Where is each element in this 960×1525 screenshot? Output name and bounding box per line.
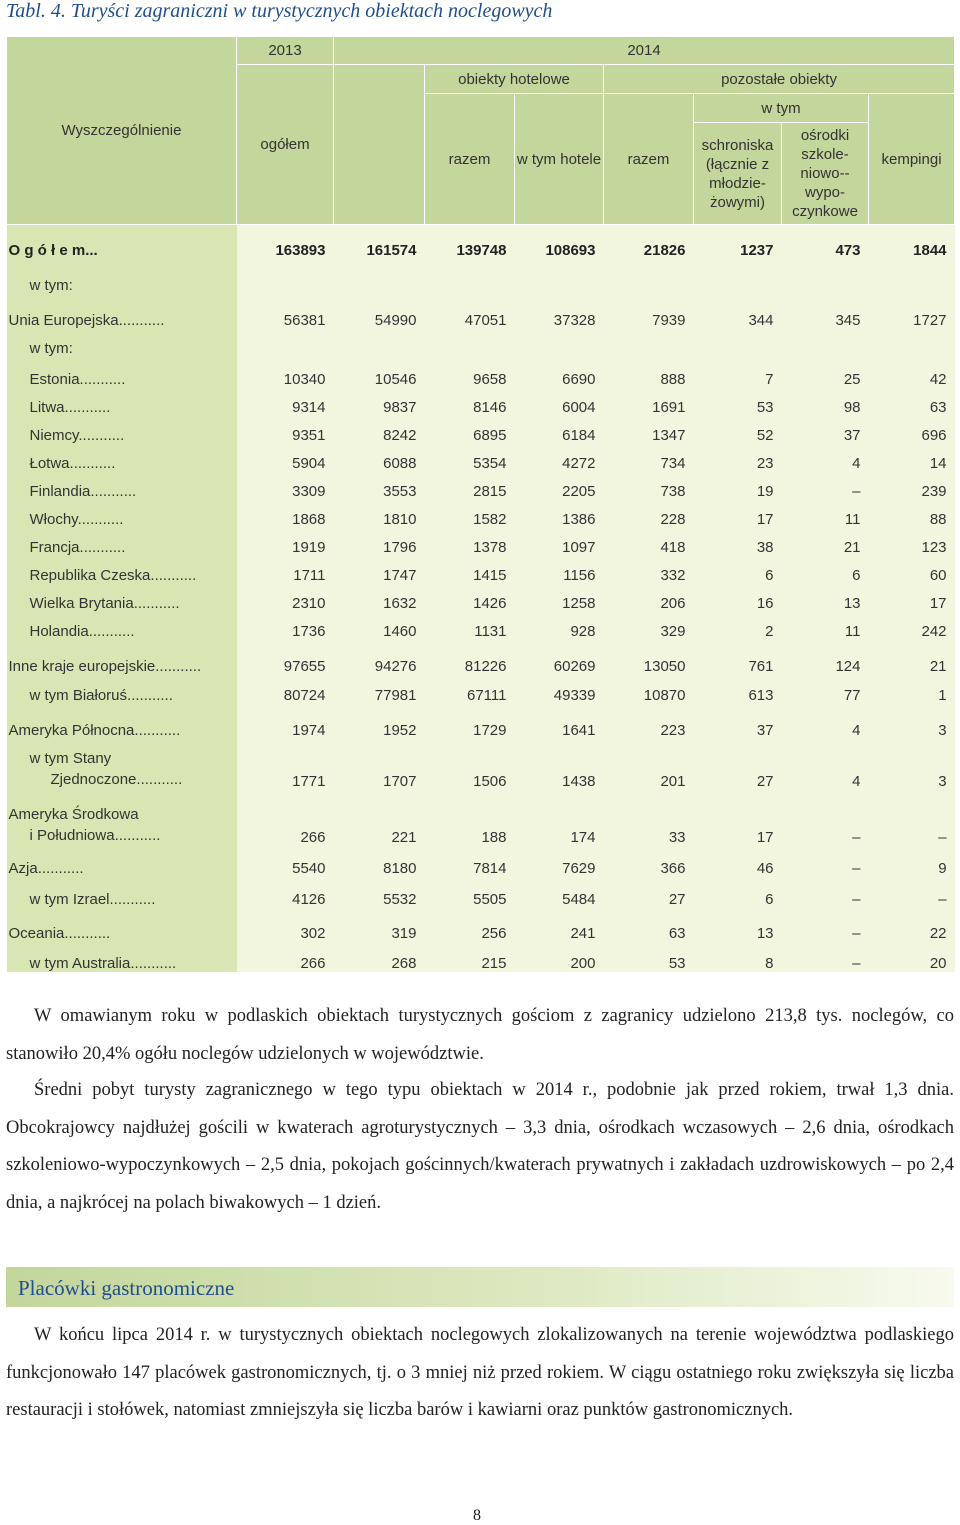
table-header <box>7 37 955 225</box>
row-label-text: Włochy <box>29 510 78 528</box>
table-row <box>7 444 955 472</box>
table-cell: 6 <box>694 556 782 584</box>
table-cell: 63 <box>604 908 694 942</box>
table-cell: 1386 <box>515 500 604 528</box>
table-cell: 1711 <box>237 556 334 584</box>
table-cell: 613 <box>694 675 782 704</box>
table-cell: 1237 <box>694 225 782 259</box>
header-razem-other: razem <box>604 94 694 225</box>
table-cell: 200 <box>515 942 604 972</box>
table-cell: 77981 <box>334 675 425 704</box>
table-cell <box>237 259 334 294</box>
table-cell: 418 <box>604 528 694 556</box>
table-cell: 201 <box>604 739 694 790</box>
table-row <box>7 500 955 528</box>
table-cell: – <box>782 472 869 500</box>
row-label: Włochy........... <box>7 500 237 528</box>
table-cell: 2205 <box>515 472 604 500</box>
table-cell: 123 <box>869 528 955 556</box>
row-label: Ameryka Środkowa i Południowa........... <box>7 790 237 846</box>
paragraph-pobyt <box>6 1072 954 1222</box>
table-cell: 21826 <box>604 225 694 259</box>
table-cell: 345 <box>782 294 869 329</box>
table-row <box>7 528 955 556</box>
table-cell: 215 <box>425 942 515 972</box>
table-cell: 6184 <box>515 416 604 444</box>
table-cell: 366 <box>604 846 694 877</box>
table-cell: 13 <box>782 584 869 612</box>
table-cell: 97655 <box>237 640 334 675</box>
table-cell: 13 <box>694 908 782 942</box>
table-cell: 344 <box>694 294 782 329</box>
table-cell <box>425 259 515 294</box>
row-label-text: w tym: <box>29 339 73 357</box>
row-label: w tym Izrael........... <box>7 877 237 908</box>
table-cell <box>694 259 782 294</box>
header-schroniska: schroniska (łącznie z młodzie-żowymi) <box>694 123 782 225</box>
table-row <box>7 739 955 790</box>
table-cell: 38 <box>694 528 782 556</box>
row-label: w tym Australia........... <box>7 942 237 972</box>
table-cell: 5354 <box>425 444 515 472</box>
table-row <box>7 329 955 357</box>
row-label: Oceania........... <box>7 908 237 942</box>
table-cell: 1156 <box>515 556 604 584</box>
table-row <box>7 790 955 846</box>
table-cell: 761 <box>694 640 782 675</box>
table-cell: 329 <box>604 612 694 640</box>
table-cell: 1952 <box>334 704 425 739</box>
table-cell: 4126 <box>237 877 334 908</box>
table-cell: 9314 <box>237 388 334 416</box>
row-label-text: Inne kraje europejskie <box>8 657 156 675</box>
table-cell: 5540 <box>237 846 334 877</box>
table-cell: 6895 <box>425 416 515 444</box>
section-title: Placówki gastronomiczne <box>18 1276 235 1300</box>
table-title: Tabl. 4. Turyści zagraniczni w turystycznych obiektach noclegowych <box>6 0 553 22</box>
table-row <box>7 640 955 675</box>
table-cell: 1727 <box>869 294 955 329</box>
page-number: 8 <box>473 1507 481 1524</box>
table-cell: 1460 <box>334 612 425 640</box>
table-cell: 734 <box>604 444 694 472</box>
header-hotele: w tym hotele <box>515 94 604 225</box>
table-row <box>7 877 955 908</box>
table-cell <box>604 329 694 357</box>
row-label-text: Holandia <box>29 622 89 640</box>
table-cell: 7 <box>694 357 782 388</box>
table-cell <box>869 259 955 294</box>
table-cell: – <box>782 877 869 908</box>
row-label-text: Ameryka Północna <box>8 721 135 739</box>
table-cell: 6 <box>782 556 869 584</box>
table-cell: 47051 <box>425 294 515 329</box>
row-label-text: w tym Australia <box>29 954 131 972</box>
table-cell: 1347 <box>604 416 694 444</box>
table-cell: 4272 <box>515 444 604 472</box>
table-cell: 242 <box>869 612 955 640</box>
table-cell: 9351 <box>237 416 334 444</box>
row-label-text: Niemcy <box>29 426 79 444</box>
row-label-line1: Ameryka Środkowa <box>8 805 139 823</box>
row-label: Unia Europejska........... <box>7 294 237 329</box>
table-cell: 9837 <box>334 388 425 416</box>
row-label: Litwa........... <box>7 388 237 416</box>
tourists-table <box>6 36 955 972</box>
table-cell: 5532 <box>334 877 425 908</box>
table-cell <box>334 329 425 357</box>
header-w-tym: w tym <box>694 94 869 123</box>
table-cell: 10340 <box>237 357 334 388</box>
table-cell: 17 <box>694 500 782 528</box>
table-cell: 268 <box>334 942 425 972</box>
table-row <box>7 612 955 640</box>
table-cell: 4 <box>782 704 869 739</box>
table-cell: 302 <box>237 908 334 942</box>
row-label: Inne kraje europejskie........... <box>7 640 237 675</box>
table-cell: 1844 <box>869 225 955 259</box>
table-cell: 228 <box>604 500 694 528</box>
table-cell: 88 <box>869 500 955 528</box>
header-ogolem-2014 <box>334 65 425 225</box>
table-cell: 266 <box>237 790 334 846</box>
table-cell: 1582 <box>425 500 515 528</box>
table-cell: 161574 <box>334 225 425 259</box>
row-label-text: w tym Izrael <box>29 890 110 908</box>
table-cell: 206 <box>604 584 694 612</box>
table-cell: 696 <box>869 416 955 444</box>
header-razem-hotel: razem <box>425 94 515 225</box>
header-2014: 2014 <box>334 37 955 65</box>
table-cell: 22 <box>869 908 955 942</box>
table-cell: 188 <box>425 790 515 846</box>
row-label-line2: i Południowa <box>29 826 115 844</box>
row-label: Finlandia........... <box>7 472 237 500</box>
table-cell: 1707 <box>334 739 425 790</box>
table-cell: 239 <box>869 472 955 500</box>
table-cell: 738 <box>604 472 694 500</box>
table-cell: 27 <box>604 877 694 908</box>
table-cell: 8242 <box>334 416 425 444</box>
table-cell: 1 <box>869 675 955 704</box>
header-2013: 2013 <box>237 37 334 65</box>
table-cell: 124 <box>782 640 869 675</box>
table-cell: 56381 <box>237 294 334 329</box>
table-cell: 6004 <box>515 388 604 416</box>
table-cell: 1426 <box>425 584 515 612</box>
table-cell: 1632 <box>334 584 425 612</box>
row-label: O g ó ł e m... <box>7 225 237 259</box>
table-cell: 7814 <box>425 846 515 877</box>
table-row <box>7 259 955 294</box>
row-label: Wielka Brytania........... <box>7 584 237 612</box>
table-cell: 256 <box>425 908 515 942</box>
row-label: w tym Stany Zjednoczone........... <box>7 739 237 790</box>
row-label-text: Azja <box>8 859 38 877</box>
table-cell: 3 <box>869 704 955 739</box>
table-cell: 37 <box>694 704 782 739</box>
row-label: Azja........... <box>7 846 237 877</box>
table-row <box>7 556 955 584</box>
table-cell: 174 <box>515 790 604 846</box>
row-label: w tym Białoruś........... <box>7 675 237 704</box>
table-cell: – <box>782 790 869 846</box>
paragraph-gastronomia-text: W końcu lipca 2014 r. w turystycznych obiektach noclegowych zlokalizowanych na terenie województwa podlaskiego funkcjonowało 147 placówek gastronomicznych, tj. o 3 mniej niż przed rokiem. W ciągu ostatniego roku zwiększyła się liczba restauracji i stołówek, natomiast zmniejszyła się liczba barów i kawiarni oraz punktów gastronomicznych. <box>6 1325 954 1420</box>
table-cell: 1438 <box>515 739 604 790</box>
table-cell: 6088 <box>334 444 425 472</box>
table-cell: 21 <box>782 528 869 556</box>
table-cell: 11 <box>782 612 869 640</box>
table-row <box>7 388 955 416</box>
table-cell: – <box>782 846 869 877</box>
row-label-text: Oceania <box>8 924 65 942</box>
table-cell: 888 <box>604 357 694 388</box>
table-cell: 81226 <box>425 640 515 675</box>
table-cell: 53 <box>604 942 694 972</box>
table-cell: 10546 <box>334 357 425 388</box>
table-cell: 46 <box>694 846 782 877</box>
table-cell: 1747 <box>334 556 425 584</box>
row-label-text: Finlandia <box>29 482 91 500</box>
header-hotel-group: obiekty hotelowe <box>425 65 604 94</box>
row-label-text: Wielka Brytania <box>29 594 134 612</box>
header-kempingi: kempingi <box>869 94 955 225</box>
table-cell: 94276 <box>334 640 425 675</box>
table-cell: 1919 <box>237 528 334 556</box>
table-cell: 4 <box>782 444 869 472</box>
paragraph-gastronomia <box>6 1317 954 1430</box>
row-label-text: Republika Czeska <box>29 566 151 584</box>
table-cell: 8146 <box>425 388 515 416</box>
header-label-col: Wyszczególnienie <box>7 37 237 225</box>
table-cell: 27 <box>694 739 782 790</box>
table-cell <box>782 259 869 294</box>
table-cell: 1974 <box>237 704 334 739</box>
table-cell: 2 <box>694 612 782 640</box>
table-cell: 60269 <box>515 640 604 675</box>
table-row <box>7 357 955 388</box>
row-label-line1: w tym Stany <box>29 749 112 767</box>
table-cell: 1868 <box>237 500 334 528</box>
table-cell: 42 <box>869 357 955 388</box>
table-cell: 7939 <box>604 294 694 329</box>
table-cell: 98 <box>782 388 869 416</box>
section-header-bar <box>6 1267 954 1307</box>
table-cell: 6 <box>694 877 782 908</box>
table-cell: 8 <box>694 942 782 972</box>
table-cell <box>782 329 869 357</box>
table-cell: 20 <box>869 942 955 972</box>
row-label: Niemcy........... <box>7 416 237 444</box>
table-cell: 1415 <box>425 556 515 584</box>
table-cell <box>604 259 694 294</box>
table-cell: 5505 <box>425 877 515 908</box>
table-cell: 6690 <box>515 357 604 388</box>
table-row <box>7 416 955 444</box>
row-label: Republika Czeska........... <box>7 556 237 584</box>
table-row <box>7 294 955 329</box>
table-cell: 473 <box>782 225 869 259</box>
table-cell: 67111 <box>425 675 515 704</box>
row-label: Holandia........... <box>7 612 237 640</box>
table-cell: 77 <box>782 675 869 704</box>
table-cell: 54990 <box>334 294 425 329</box>
table-cell: 16 <box>694 584 782 612</box>
table-cell: – <box>869 877 955 908</box>
table-cell: 60 <box>869 556 955 584</box>
table-cell: 52 <box>694 416 782 444</box>
table-cell: 1810 <box>334 500 425 528</box>
table-cell: 10870 <box>604 675 694 704</box>
row-label-text: Estonia <box>29 370 80 388</box>
table-cell: 1691 <box>604 388 694 416</box>
table-cell: 1771 <box>237 739 334 790</box>
row-label-text: Litwa <box>29 398 65 416</box>
header-ogolem: ogółem <box>237 65 334 225</box>
table-row <box>7 225 955 259</box>
paragraph-noclegi <box>6 998 954 1073</box>
table-cell: 1641 <box>515 704 604 739</box>
table-cell <box>515 329 604 357</box>
row-label: Estonia........... <box>7 357 237 388</box>
table-cell: – <box>869 790 955 846</box>
table-cell: 1796 <box>334 528 425 556</box>
table-cell: 3 <box>869 739 955 790</box>
table-cell: 7629 <box>515 846 604 877</box>
row-label <box>7 329 237 357</box>
table-cell: 53 <box>694 388 782 416</box>
table-cell: 2310 <box>237 584 334 612</box>
table-cell: 80724 <box>237 675 334 704</box>
table-cell: 1736 <box>237 612 334 640</box>
table-cell: 5484 <box>515 877 604 908</box>
table-cell: 221 <box>334 790 425 846</box>
table-cell: 928 <box>515 612 604 640</box>
table-cell: 163893 <box>237 225 334 259</box>
table-cell: 241 <box>515 908 604 942</box>
table-row <box>7 675 955 704</box>
table-cell: 63 <box>869 388 955 416</box>
table-cell <box>425 329 515 357</box>
table-cell: 4 <box>782 739 869 790</box>
table-cell <box>237 329 334 357</box>
table-cell: 9 <box>869 846 955 877</box>
paragraph-pobyt-text: Średni pobyt turysty zagranicznego w tego typu obiektach w 2014 r., podobnie jak przed rokiem, trwał 1,3 dnia. Obcokrajowcy najdłużej gościli w kwaterach agroturystycznych – 3,3 dnia, ośrodkach wczasowych – 2,6 dnia, ośrodkach szkoleniowo-wypoczynkowych – 2,5 dnia, pokojach gościnnych/kwaterach prywatnych i zakładach uzdrowiskowych – po 2,4 dnia, a najkrócej na polach biwakowych – 1 dzień. <box>6 1080 954 1213</box>
table-row <box>7 846 955 877</box>
table-cell: 9658 <box>425 357 515 388</box>
table-cell <box>515 259 604 294</box>
table-cell: 319 <box>334 908 425 942</box>
row-label: Francja........... <box>7 528 237 556</box>
paragraph-noclegi-text: W omawianym roku w podlaskich obiektach turystycznych gościom z zagranicy udzielono 213,8 tys. noclegów, co stanowiło 20,4% ogółu noclegów udzielonych w województwie. <box>6 1006 954 1064</box>
table-cell: 1097 <box>515 528 604 556</box>
row-label-text: w tym Białoruś <box>29 686 128 704</box>
table-cell: 13050 <box>604 640 694 675</box>
table-row <box>7 942 955 972</box>
row-label-text: Francja <box>29 538 80 556</box>
row-label: Ameryka Północna........... <box>7 704 237 739</box>
table-cell: 25 <box>782 357 869 388</box>
table-cell: 17 <box>869 584 955 612</box>
table-cell: 1729 <box>425 704 515 739</box>
table-row <box>7 584 955 612</box>
row-label-text: O g ó ł e m <box>8 241 86 259</box>
table-cell: 266 <box>237 942 334 972</box>
table-cell: 3309 <box>237 472 334 500</box>
table-cell: 49339 <box>515 675 604 704</box>
row-label: Łotwa........... <box>7 444 237 472</box>
table-cell <box>694 329 782 357</box>
table-cell: 14 <box>869 444 955 472</box>
table-cell: 19 <box>694 472 782 500</box>
table-cell <box>334 259 425 294</box>
table-cell: 21 <box>869 640 955 675</box>
table-cell: 3553 <box>334 472 425 500</box>
table-cell: 1131 <box>425 612 515 640</box>
table-cell: 11 <box>782 500 869 528</box>
table-cell: 23 <box>694 444 782 472</box>
table-cell: – <box>782 942 869 972</box>
table-cell: 223 <box>604 704 694 739</box>
table-cell: 139748 <box>425 225 515 259</box>
row-label-text: Unia Europejska <box>8 311 119 329</box>
row-label-line2: Zjednoczone <box>50 770 137 788</box>
table-cell: 8180 <box>334 846 425 877</box>
table-cell: 17 <box>694 790 782 846</box>
row-label-text: Łotwa <box>29 454 70 472</box>
table-cell: 2815 <box>425 472 515 500</box>
table-cell: 108693 <box>515 225 604 259</box>
row-label <box>7 259 237 294</box>
table-body <box>7 225 955 972</box>
table-cell: 33 <box>604 790 694 846</box>
row-label-text: w tym: <box>29 276 73 294</box>
table-cell: 1378 <box>425 528 515 556</box>
table-cell: 1506 <box>425 739 515 790</box>
header-other-group: pozostałe obiekty <box>604 65 955 94</box>
table-cell: – <box>782 908 869 942</box>
table-cell: 37 <box>782 416 869 444</box>
table-cell <box>869 329 955 357</box>
header-osrodki: ośrodki szkole-niowo--wypo-czynkowe <box>782 123 869 225</box>
table-cell: 37328 <box>515 294 604 329</box>
table-row <box>7 908 955 942</box>
table-cell: 332 <box>604 556 694 584</box>
table-cell: 5904 <box>237 444 334 472</box>
table-cell: 1258 <box>515 584 604 612</box>
table-row <box>7 472 955 500</box>
table-row <box>7 704 955 739</box>
